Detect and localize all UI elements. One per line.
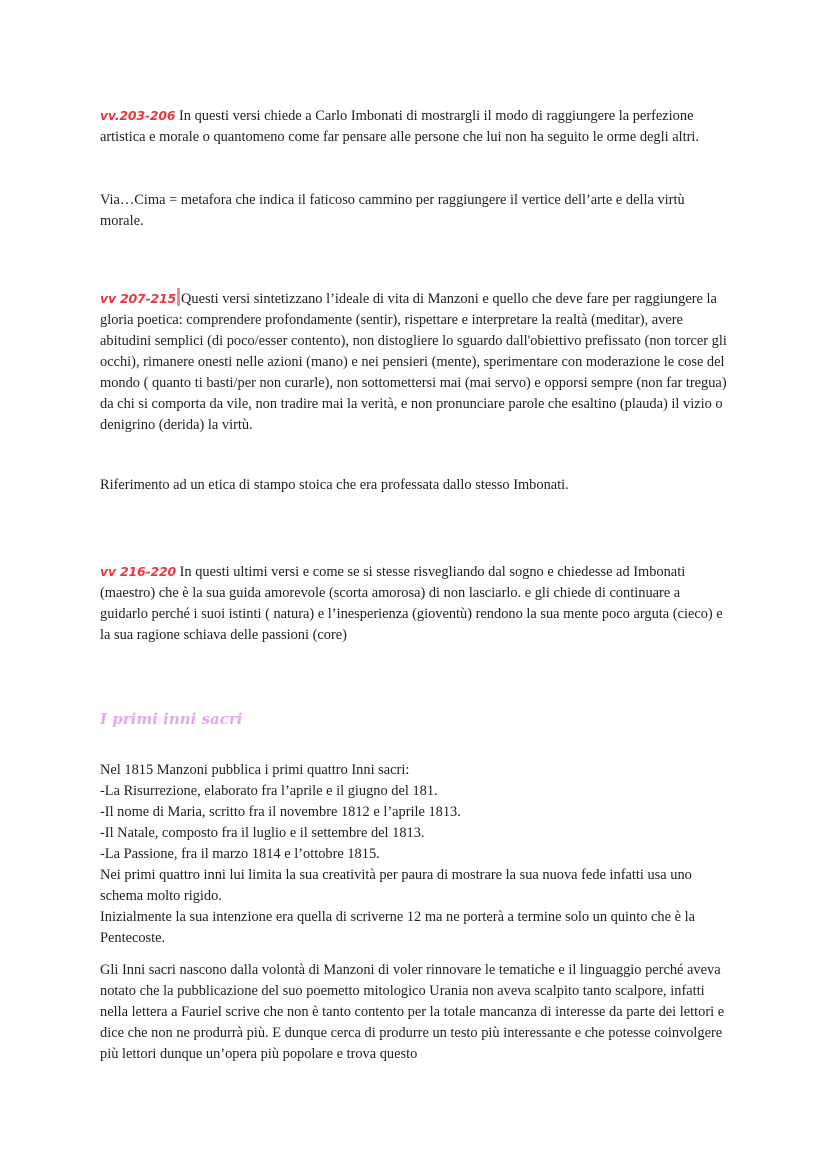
paragraph-vv-216-220 [100,561,730,646]
paragraph-text: Riferimento ad un etica di stampo stoica che era professata dallo stesso Imbonati. [100,477,569,493]
list-intro: Nel 1815 Manzoni pubblica i primi quattro Inni sacri: [100,762,410,778]
paragraph-text: In questi versi chiede a Carlo Imbonati di mostrargli il modo di raggiungere la perfezione artistica e morale o quantomeno come far pensare alle persone che lui non ha seguito le orme degli altri. [100,108,699,145]
paragraph-text: Inizialmente la sua intenzione era quella di scriverne 12 ma ne porterà a termine solo un quinto che è la Pentecoste. [100,909,695,946]
paragraph-origine [100,960,730,1065]
paragraph-vv-207-215 [100,288,730,436]
paragraph-text: Nei primi quattro inni lui limita la sua creatività per paura di mostrare la sua nuova fede infatti usa uno schema molto rigido. [100,867,692,904]
inni-list-block [100,760,730,949]
list-item: -La Passione, fra il marzo 1814 e l’ottobre 1815. [100,846,380,862]
verse-tag: vv 216-220 [100,564,177,579]
paragraph-riferimento [100,475,730,496]
verse-tag: vv 207-215 [100,291,177,306]
text-cursor [177,288,180,306]
paragraph-vv-203-206 [100,105,730,148]
paragraph-text: Via…Cima = metafora che indica il faticoso cammino per raggiungere il vertice dell’arte e della virtù morale. [100,192,685,229]
section-heading: I primi inni sacri [100,710,243,728]
list-item: -Il Natale, composto fra il luglio e il settembre del 1813. [100,825,425,841]
paragraph-metafora [100,190,730,232]
paragraph-text: In questi ultimi versi e come se si stesse risvegliando dal sogno e chiedesse ad Imbonati (maestro) che è la sua guida amorevole (scorta amorosa) di non lasciarlo. e gli chiede di continuare a guidarlo perché i suoi istinti ( natura) e l’inesperienza (gioventù) rendono la sua mente poco arguta (cieco) e la sua ragione schiava delle passioni (core) [100,564,723,643]
list-item: -La Risurrezione, elaborato fra l’aprile e il giugno del 181. [100,783,438,799]
paragraph-text: Gli Inni sacri nascono dalla volontà di Manzoni di voler rinnovare le tematiche e il linguaggio perché aveva notato che la pubblicazione del suo poemetto mitologico Urania non aveva scalpito tanto scalpore, infatti nella lettera a Fauriel scrive che non è tanto contento per la totale mancanza di interesse da parte dei lettori e dice che non ne produrrà più. E dunque cerca di produrre un testo più interessante e che potesse coinvolgere più lettori dunque un’opera più popolare e trova questo [100,962,725,1062]
list-item: -Il nome di Maria, scritto fra il novembre 1812 e l’aprile 1813. [100,804,461,820]
paragraph-text: Questi versi sintetizzano l’ideale di vita di Manzoni e quello che deve fare per raggiungere la gloria poetica: comprendere profondamente (sentir), rispettare e interpretare la realtà (meditar), avere abitudini semplici (di poco/esser contento), non distogliere lo sguardo dall'obiettivo prefissato (non torcer gli occhi), rimanere onesti nelle azioni (mano) e nei pensieri (mente), sperimentare con moderazione le cose del mondo ( quanto ti basti/per non curarle), non sottomettersi mai (mai servo) e opporsi sempre (non far tregua) da chi si comporta da vile, non tradire mai la verità, e non pronunciare parole che esaltino (plauda) il vizio o denigrino (derida) la virtù. [100,291,727,433]
verse-tag: vv.203-206 [100,108,176,123]
